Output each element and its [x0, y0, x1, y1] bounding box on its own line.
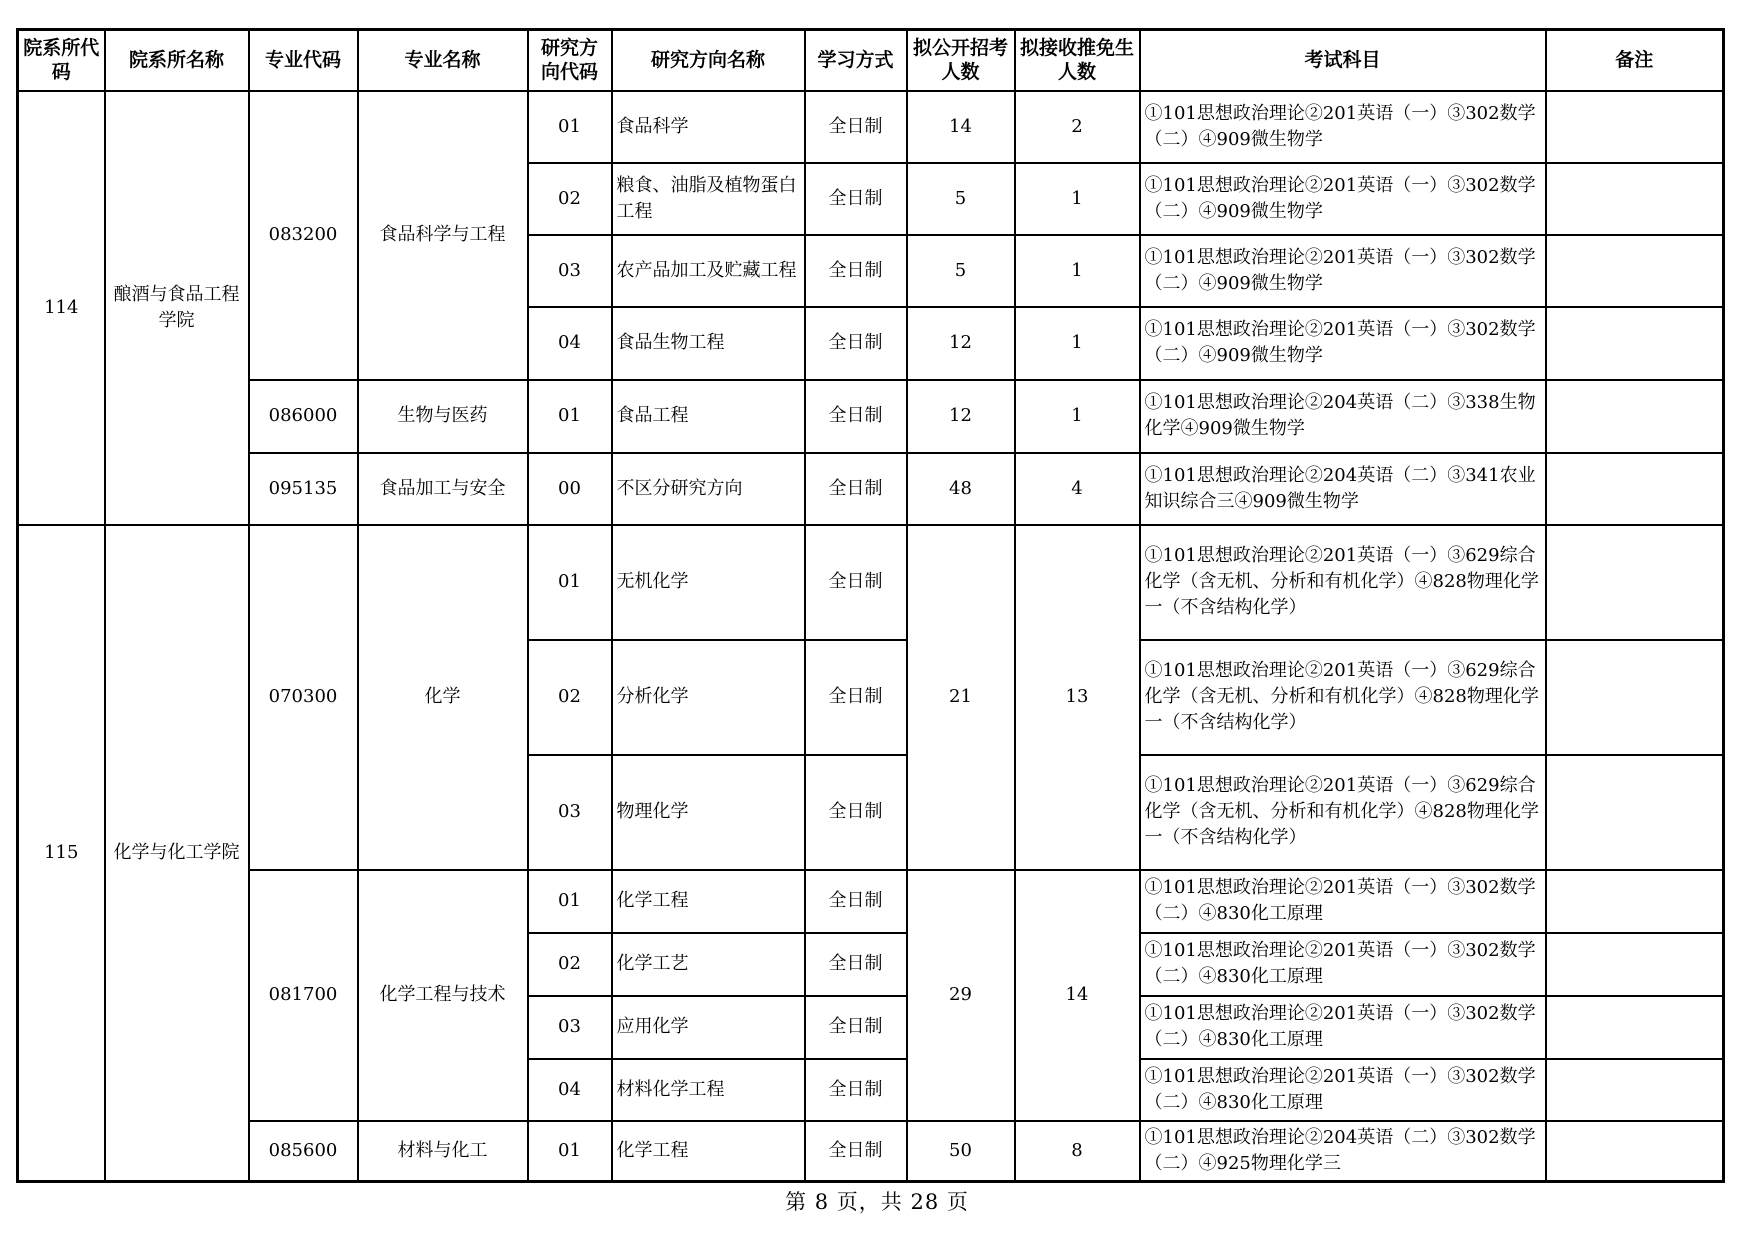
study-mode: 全日制 — [805, 996, 907, 1059]
exam-subjects: ①101思想政治理论②201英语（一）③629综合化学（含无机、分析和有机化学）④828物理化学一（不含结构化学） — [1140, 525, 1546, 640]
remarks — [1546, 163, 1724, 235]
table-row — [18, 91, 1724, 163]
exempt-quota: 8 — [1015, 1121, 1140, 1182]
major-code: 070300 — [249, 525, 358, 870]
dept-code: 115 — [18, 525, 105, 1182]
admissions-table — [16, 28, 1725, 1183]
major-code: 085600 — [249, 1121, 358, 1182]
page-number: 第 8 页，共 28 页 — [785, 1190, 969, 1214]
direction-name: 不区分研究方向 — [612, 453, 805, 525]
public-quota: 50 — [907, 1121, 1015, 1182]
header-direction-name: 研究方向名称 — [612, 30, 805, 91]
direction-code: 03 — [528, 235, 612, 307]
study-mode: 全日制 — [805, 453, 907, 525]
direction-code: 02 — [528, 163, 612, 235]
public-quota: 5 — [907, 235, 1015, 307]
remarks — [1546, 307, 1724, 380]
exam-subjects: ①101思想政治理论②201英语（一）③302数学（二）④909微生物学 — [1140, 235, 1546, 307]
direction-name: 物理化学 — [612, 755, 805, 870]
header-direction-code: 研究方向代码 — [528, 30, 612, 91]
remarks — [1546, 1121, 1724, 1182]
table-row — [18, 380, 1724, 453]
exam-subjects: ①101思想政治理论②201英语（一）③302数学（二）④909微生物学 — [1140, 163, 1546, 235]
header-row — [18, 30, 1724, 91]
direction-name: 食品生物工程 — [612, 307, 805, 380]
remarks — [1546, 996, 1724, 1059]
public-quota: 5 — [907, 163, 1015, 235]
direction-name: 化学工程 — [612, 870, 805, 933]
header-study-mode: 学习方式 — [805, 30, 907, 91]
header-major-code: 专业代码 — [249, 30, 358, 91]
direction-name: 化学工程 — [612, 1121, 805, 1182]
exempt-quota: 13 — [1015, 525, 1140, 870]
direction-code: 01 — [528, 525, 612, 640]
header-exam-subjects: 考试科目 — [1140, 30, 1546, 91]
public-quota: 48 — [907, 453, 1015, 525]
header-public-quota: 拟公开招考人数 — [907, 30, 1015, 91]
study-mode: 全日制 — [805, 380, 907, 453]
header-exempt-quota: 拟接收推免生人数 — [1015, 30, 1140, 91]
public-quota: 29 — [907, 870, 1015, 1121]
study-mode: 全日制 — [805, 235, 907, 307]
direction-name: 农产品加工及贮藏工程 — [612, 235, 805, 307]
exempt-quota: 2 — [1015, 91, 1140, 163]
remarks — [1546, 870, 1724, 933]
remarks — [1546, 235, 1724, 307]
direction-name: 分析化学 — [612, 640, 805, 755]
direction-name: 化学工艺 — [612, 933, 805, 996]
study-mode: 全日制 — [805, 933, 907, 996]
remarks — [1546, 640, 1724, 755]
direction-code: 04 — [528, 307, 612, 380]
major-name: 食品科学与工程 — [358, 91, 528, 380]
study-mode: 全日制 — [805, 307, 907, 380]
exempt-quota: 1 — [1015, 163, 1140, 235]
direction-code: 01 — [528, 91, 612, 163]
major-name: 生物与医药 — [358, 380, 528, 453]
direction-code: 01 — [528, 1121, 612, 1182]
header-major-name: 专业名称 — [358, 30, 528, 91]
major-code: 086000 — [249, 380, 358, 453]
study-mode: 全日制 — [805, 870, 907, 933]
direction-code: 01 — [528, 380, 612, 453]
exempt-quota: 1 — [1015, 235, 1140, 307]
direction-name: 无机化学 — [612, 525, 805, 640]
exam-subjects: ①101思想政治理论②204英语（二）③338生物化学④909微生物学 — [1140, 380, 1546, 453]
exempt-quota: 1 — [1015, 380, 1140, 453]
remarks — [1546, 380, 1724, 453]
table-row — [18, 525, 1724, 640]
remarks — [1546, 91, 1724, 163]
direction-code: 04 — [528, 1059, 612, 1121]
major-name: 食品加工与安全 — [358, 453, 528, 525]
table-row — [18, 1121, 1724, 1182]
exam-subjects: ①101思想政治理论②201英语（一）③629综合化学（含无机、分析和有机化学）④828物理化学一（不含结构化学） — [1140, 755, 1546, 870]
direction-name: 食品科学 — [612, 91, 805, 163]
exam-subjects: ①101思想政治理论②204英语（二）③302数学（二）④925物理化学三 — [1140, 1121, 1546, 1182]
remarks — [1546, 755, 1724, 870]
header-dept-name: 院系所名称 — [105, 30, 249, 91]
public-quota: 12 — [907, 380, 1015, 453]
direction-code: 03 — [528, 755, 612, 870]
direction-code: 02 — [528, 640, 612, 755]
exempt-quota: 14 — [1015, 870, 1140, 1121]
major-code: 081700 — [249, 870, 358, 1121]
header-dept-code: 院系所代码 — [18, 30, 105, 91]
exam-subjects: ①101思想政治理论②201英语（一）③629综合化学（含无机、分析和有机化学）④828物理化学一（不含结构化学） — [1140, 640, 1546, 755]
major-name: 化学 — [358, 525, 528, 870]
study-mode: 全日制 — [805, 640, 907, 755]
direction-name: 粮食、油脂及植物蛋白工程 — [612, 163, 805, 235]
exam-subjects: ①101思想政治理论②201英语（一）③302数学（二）④909微生物学 — [1140, 91, 1546, 163]
major-name: 化学工程与技术 — [358, 870, 528, 1121]
exam-subjects: ①101思想政治理论②201英语（一）③302数学（二）④830化工原理 — [1140, 933, 1546, 996]
study-mode: 全日制 — [805, 1121, 907, 1182]
study-mode: 全日制 — [805, 755, 907, 870]
direction-name: 食品工程 — [612, 380, 805, 453]
exam-subjects: ①101思想政治理论②201英语（一）③302数学（二）④830化工原理 — [1140, 870, 1546, 933]
major-code: 083200 — [249, 91, 358, 380]
public-quota: 12 — [907, 307, 1015, 380]
exempt-quota: 1 — [1015, 307, 1140, 380]
exempt-quota: 4 — [1015, 453, 1140, 525]
dept-code: 114 — [18, 91, 105, 525]
remarks — [1546, 453, 1724, 525]
remarks — [1546, 933, 1724, 996]
exam-subjects: ①101思想政治理论②201英语（一）③302数学（二）④909微生物学 — [1140, 307, 1546, 380]
study-mode: 全日制 — [805, 1059, 907, 1121]
exam-subjects: ①101思想政治理论②201英语（一）③302数学（二）④830化工原理 — [1140, 996, 1546, 1059]
direction-name: 应用化学 — [612, 996, 805, 1059]
direction-code: 00 — [528, 453, 612, 525]
header-remarks: 备注 — [1546, 30, 1724, 91]
major-name: 材料与化工 — [358, 1121, 528, 1182]
study-mode: 全日制 — [805, 91, 907, 163]
study-mode: 全日制 — [805, 163, 907, 235]
direction-code: 02 — [528, 933, 612, 996]
public-quota: 21 — [907, 525, 1015, 870]
study-mode: 全日制 — [805, 525, 907, 640]
public-quota: 14 — [907, 91, 1015, 163]
major-code: 095135 — [249, 453, 358, 525]
exam-subjects: ①101思想政治理论②201英语（一）③302数学（二）④830化工原理 — [1140, 1059, 1546, 1121]
remarks — [1546, 525, 1724, 640]
table-row — [18, 870, 1724, 933]
exam-subjects: ①101思想政治理论②204英语（二）③341农业知识综合三④909微生物学 — [1140, 453, 1546, 525]
remarks — [1546, 1059, 1724, 1121]
dept-name: 酿酒与食品工程学院 — [105, 91, 249, 525]
table-row — [18, 453, 1724, 525]
direction-code: 03 — [528, 996, 612, 1059]
direction-name: 材料化学工程 — [612, 1059, 805, 1121]
direction-code: 01 — [528, 870, 612, 933]
dept-name: 化学与化工学院 — [105, 525, 249, 1182]
